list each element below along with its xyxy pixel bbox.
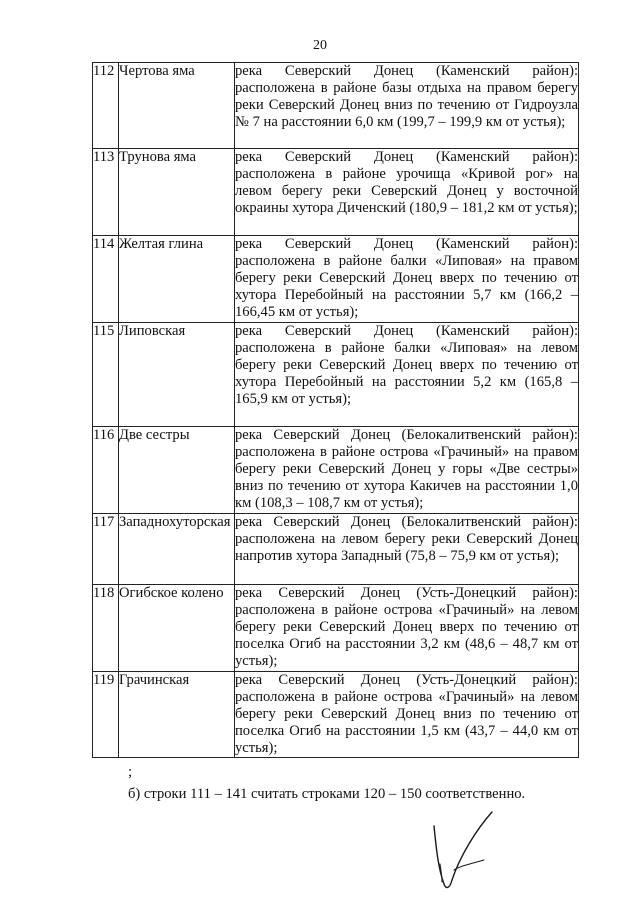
place-description: река Северский Донец (Усть-Донецкий район): расположена в районе острова «Грачиный» на левом берегу реки Северский Донец вверх по течению от поселка Огиб на расстоянии 3,2 км (48,6 – 48,7 км от устья); (235, 585, 579, 672)
row-number: 116 (93, 427, 119, 514)
row-number: 113 (93, 149, 119, 236)
row-number: 112 (93, 63, 119, 149)
place-description: река Северский Донец (Каменский район): расположена в районе балки «Липовая» на левом берегу реки Северский Донец вверх по течению от хутора Перебойный на расстоянии 5,2 км (165,8 – 165,9 км от устья); (235, 323, 579, 427)
fishing-places-table (92, 62, 579, 758)
row-number: 115 (93, 323, 119, 427)
table-row (93, 323, 579, 427)
table-row (93, 427, 579, 514)
page-number: 20 (313, 38, 327, 53)
place-name: Трунова яма (119, 149, 235, 236)
table-row (93, 149, 579, 236)
place-name: Липовская (119, 323, 235, 427)
table-row (93, 585, 579, 672)
place-description: река Северский Донец (Каменский район): расположена в районе базы отдыха на правом берегу реки Северский Донец вниз по течению от Гидроузла № 7 на расстоянии 6,0 км (199,7 – 199,9 км от устья); (235, 63, 579, 149)
place-description: река Северский Донец (Усть-Донецкий район): расположена в районе острова «Грачиный» на левом берегу реки Северский Донец вниз по течению от поселка Огиб на расстоянии 1,5 км (43,7 – 44,0 км от устья); (235, 672, 578, 756)
row-number: 118 (93, 585, 119, 672)
place-name: Огибское колено (119, 585, 235, 672)
place-name: Желтая глина (119, 236, 235, 323)
place-description: река Северский Донец (Белокалитвенский район): расположена в районе острова «Грачиный» на правом берегу реки Северский Донец у горы «Две сестры» вниз по течению от хутора Какичев на расстоянии 1,0 км (108,3 – 108,7 км от устья); (235, 427, 579, 514)
place-name: Западнохуторская (119, 514, 235, 585)
table-row (93, 236, 579, 323)
table-row (93, 514, 579, 585)
place-description: река Северский Донец (Белокалитвенский район): расположена на левом берегу реки Северский Донец напротив хутора Западный (75,8 – 75,9 км от устья); (235, 514, 579, 585)
place-description: река Северский Донец (Каменский район): расположена в районе балки «Липовая» на правом берегу реки Северский Донец вверх по течению от хутора Перебойный на расстоянии 5,7 км (166,2 – 166,45 км от устья); (235, 236, 579, 323)
place-description: река Северский Донец (Каменский район): расположена в районе урочища «Кривой рог» на левом берегу реки Северский Донец у восточной окраины хутора Диченский (180,9 – 181,2 км от устья); (235, 149, 579, 236)
place-name: Две сестры (119, 427, 235, 514)
row-number: 117 (93, 514, 119, 585)
table-row (93, 672, 579, 758)
row-number: 119 (93, 672, 119, 758)
trailing-semicolon: ; (128, 764, 133, 780)
table-row (93, 63, 579, 149)
footer-note: б) строки 111 – 141 считать строками 120 – 150 соответственно. (128, 786, 526, 802)
signature-icon (420, 806, 510, 896)
place-name: Грачинская (119, 672, 235, 758)
place-name: Чертова яма (119, 63, 235, 149)
row-number: 114 (93, 236, 119, 323)
